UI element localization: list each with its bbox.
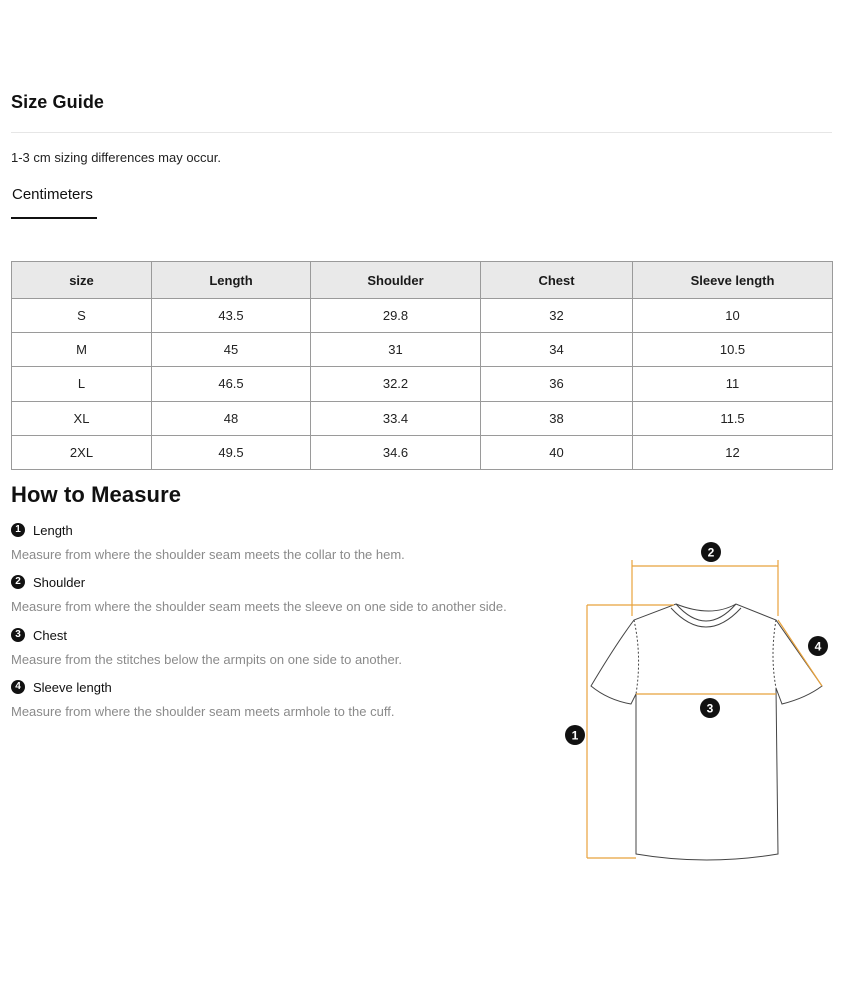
svg-text:4: 4 [814, 639, 822, 654]
diagram-label-1 [565, 725, 585, 745]
cell-size: S [12, 299, 152, 333]
cell-size: XL [12, 401, 152, 435]
size-table [11, 261, 833, 470]
measure-description: Measure from the stitches below the armpits on one side to another. [11, 652, 402, 667]
table-row [12, 401, 833, 435]
header-shoulder: Shoulder [311, 262, 481, 299]
cell-chest: 36 [481, 367, 633, 401]
cell-shoulder: 31 [311, 333, 481, 367]
cell-shoulder: 34.6 [311, 435, 481, 469]
cell-size: M [12, 333, 152, 367]
table-row [12, 299, 833, 333]
number-badge-4: 4 [11, 680, 25, 694]
cell-sleeve-length: 11.5 [633, 401, 833, 435]
t-shirt-measurement-diagram [556, 536, 846, 866]
divider [11, 132, 832, 133]
cell-sleeve-length: 11 [633, 367, 833, 401]
cell-sleeve-length: 12 [633, 435, 833, 469]
cell-chest: 32 [481, 299, 633, 333]
table-row [12, 367, 833, 401]
measure-item-sleeve-length [11, 678, 394, 719]
svg-text:1: 1 [571, 728, 579, 743]
header-sleeve-length: Sleeve length [633, 262, 833, 299]
number-badge-3: 3 [11, 628, 25, 642]
measure-description: Measure from where the shoulder seam meets the sleeve on one side to another side. [11, 599, 507, 614]
cell-size: L [12, 367, 152, 401]
measure-description: Measure from where the shoulder seam meets the collar to the hem. [11, 547, 405, 562]
cell-length: 48 [152, 401, 311, 435]
how-to-measure-heading: How to Measure [11, 482, 182, 507]
cell-chest: 40 [481, 435, 633, 469]
cell-chest: 38 [481, 401, 633, 435]
svg-text:3: 3 [706, 701, 714, 716]
number-badge-1: 1 [11, 523, 25, 537]
table-row [12, 333, 833, 367]
number-badge-2: 2 [11, 575, 25, 589]
header-length: Length [152, 262, 311, 299]
t-shirt-icon [591, 604, 822, 860]
diagram-label-4 [808, 636, 828, 656]
diagram-label-2 [701, 542, 721, 562]
page-title: Size Guide [11, 92, 105, 112]
measure-description: Measure from where the shoulder seam meets armhole to the cuff. [11, 704, 395, 719]
tab-centimeters[interactable]: Centimeters [12, 186, 93, 203]
cell-shoulder: 29.8 [311, 299, 481, 333]
measure-item-length [11, 521, 405, 562]
diagram-label-3 [700, 698, 720, 718]
cell-shoulder: 33.4 [311, 401, 481, 435]
cell-shoulder: 32.2 [311, 367, 481, 401]
cell-sleeve-length: 10.5 [633, 333, 833, 367]
sizing-note: 1-3 cm sizing differences may occur. [11, 150, 222, 165]
cell-length: 45 [152, 333, 311, 367]
measure-name: Length [33, 522, 73, 538]
measure-item-chest [11, 626, 402, 667]
tab-active-underline [11, 217, 97, 219]
cell-sleeve-length: 10 [633, 299, 833, 333]
measure-item-shoulder [11, 573, 507, 614]
measure-name: Shoulder [33, 574, 86, 590]
cell-length: 49.5 [152, 435, 311, 469]
measure-name: Sleeve length [33, 679, 112, 695]
header-size: size [12, 262, 152, 299]
table-header-row [12, 262, 833, 299]
svg-text:2: 2 [707, 545, 715, 560]
measure-name: Chest [33, 627, 67, 643]
cell-chest: 34 [481, 333, 633, 367]
cell-length: 43.5 [152, 299, 311, 333]
cell-length: 46.5 [152, 367, 311, 401]
cell-size: 2XL [12, 435, 152, 469]
table-row [12, 435, 833, 469]
header-chest: Chest [481, 262, 633, 299]
